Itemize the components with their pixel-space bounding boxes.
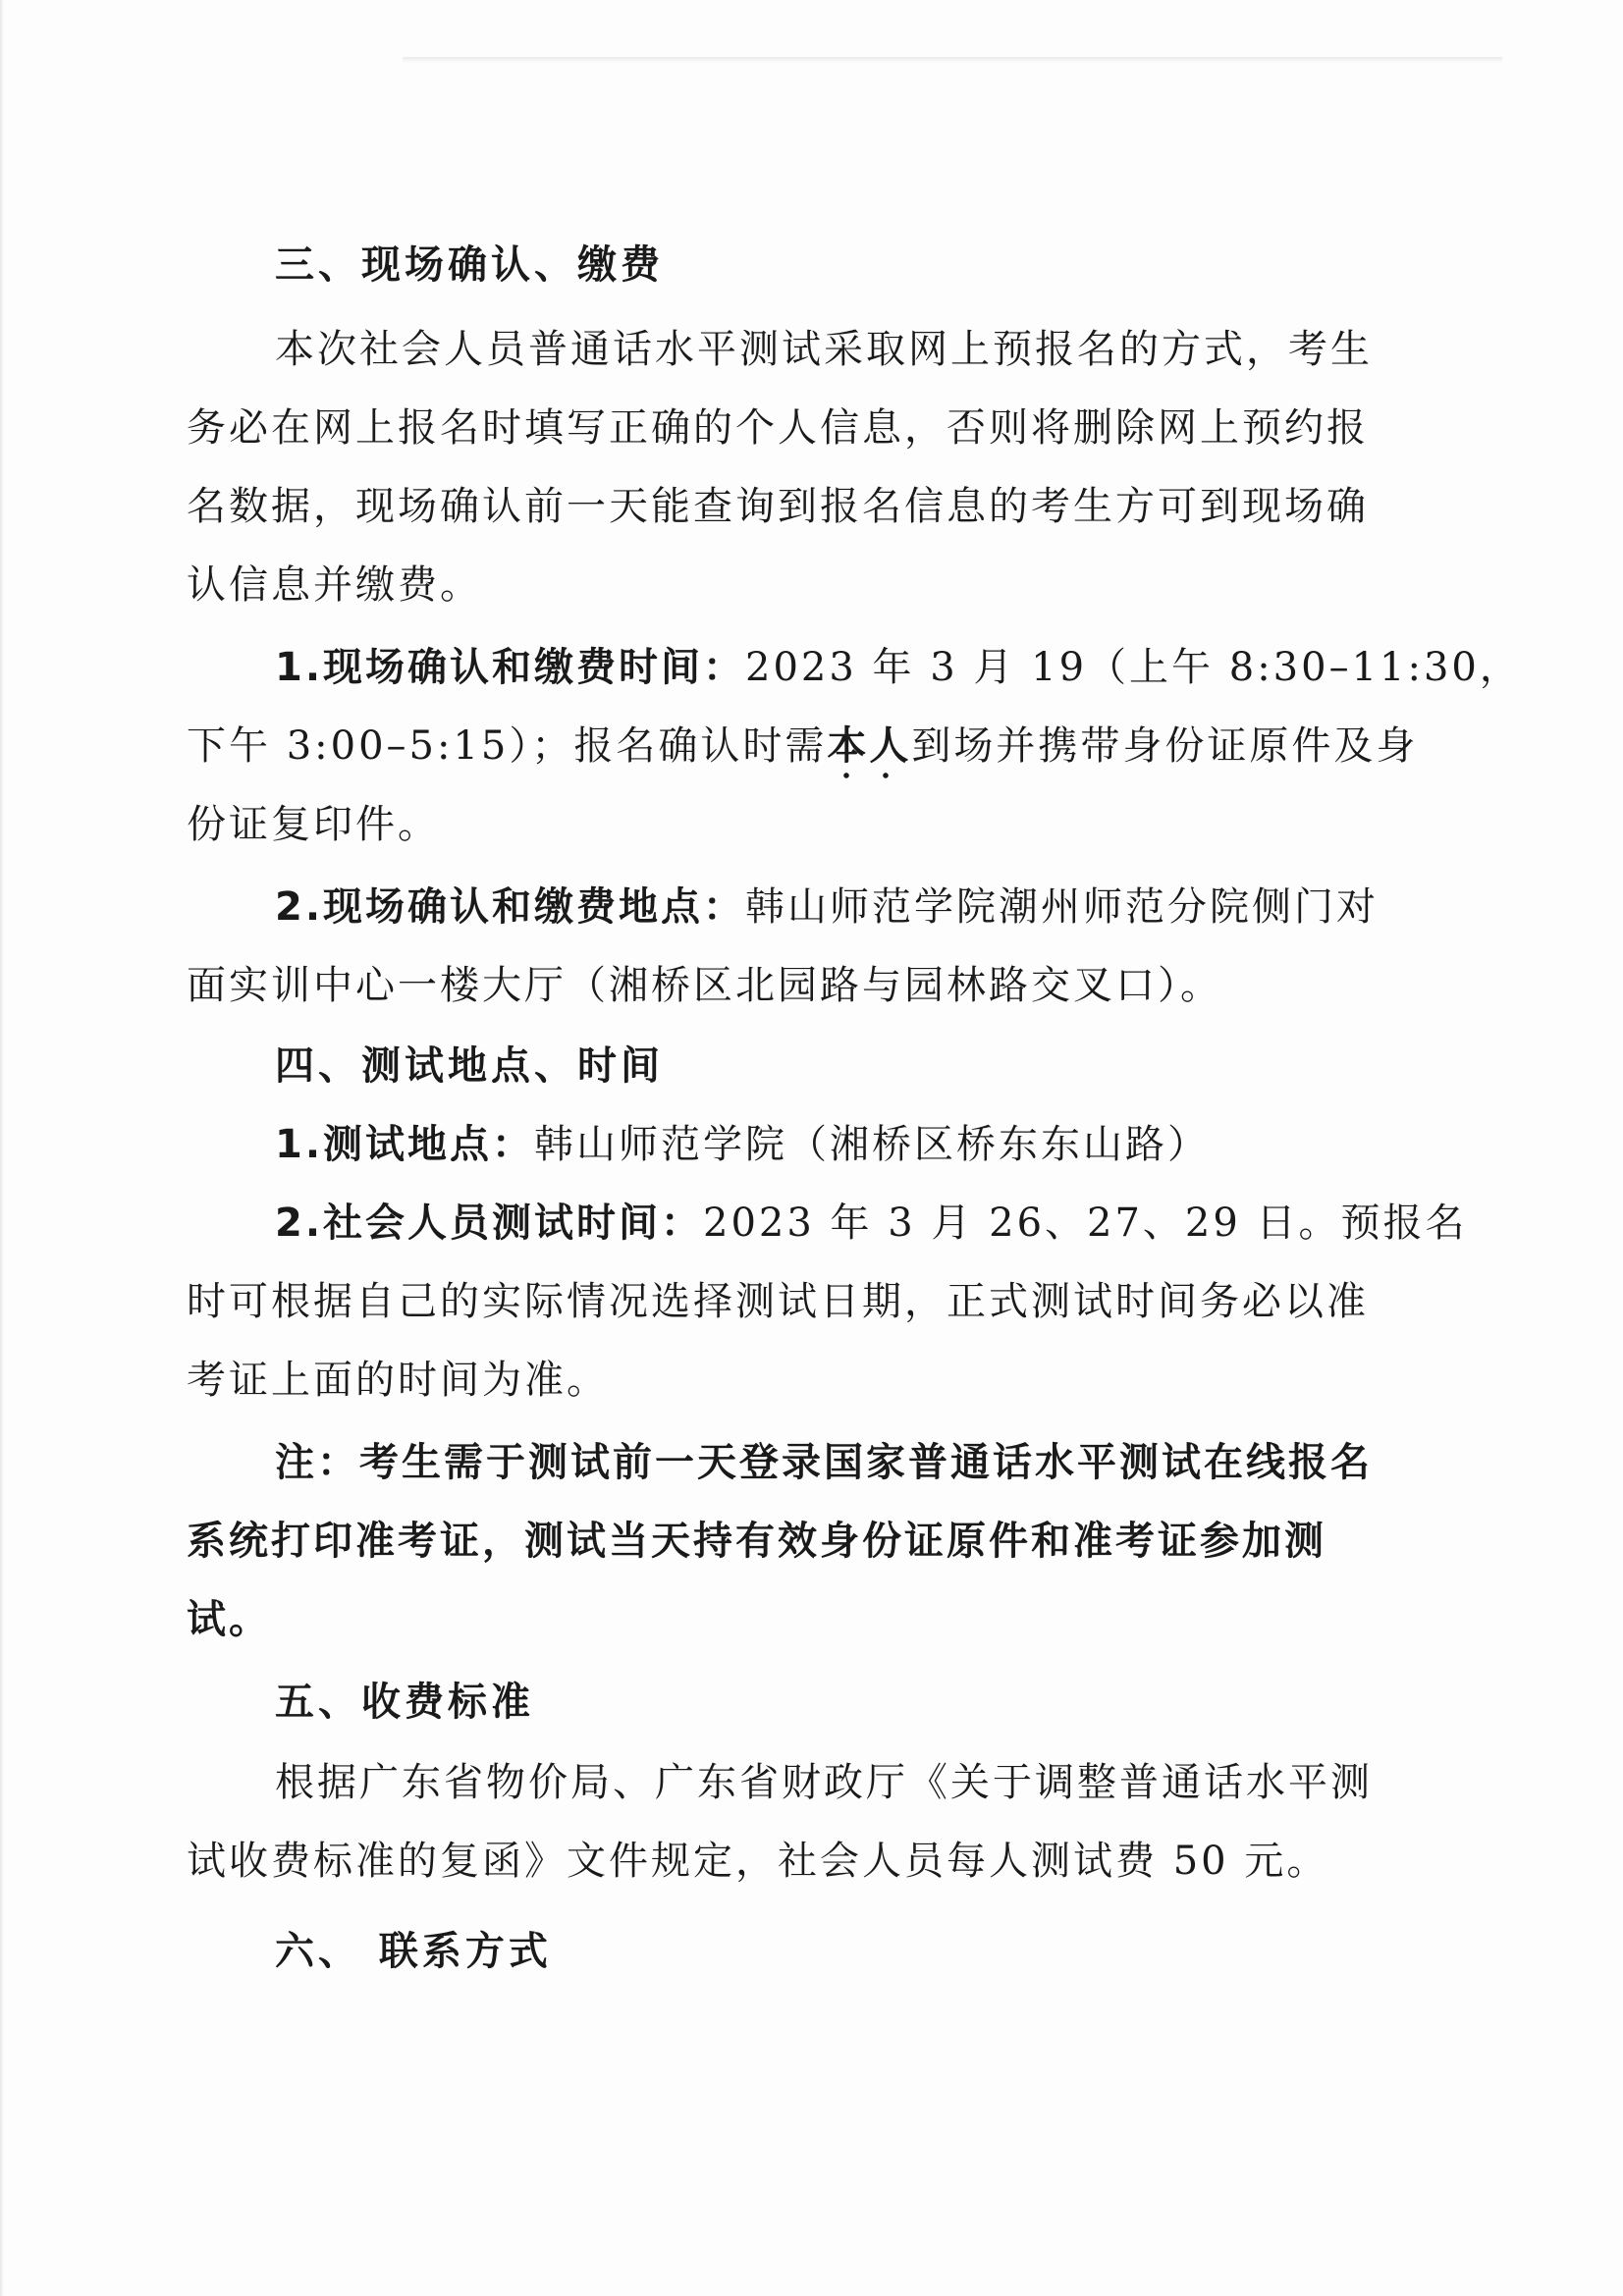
section4-item2-line-3: 考证上面的时间为准。 [187, 1358, 609, 1403]
section5-para-line-1: 根据广东省物价局、广东省财政厅《关于调整普通话水平测 [275, 1760, 1373, 1805]
section3-item2-location: 韩山师范学院潮州师范分院侧门对 [745, 884, 1380, 930]
section4-item2-dates: 2023 年 3 月 26、27、29 日。预报名 [703, 1201, 1468, 1246]
section4-item1-line [275, 1119, 1210, 1170]
section3-item1-line-1 [275, 642, 1522, 693]
section3-item2-line-1 [275, 881, 1379, 933]
section4-item2-line-1 [275, 1198, 1468, 1249]
section3-item2-line-2: 面实训中心一楼大厅（湘桥区北园路与园林路交叉口）。 [187, 963, 1222, 1008]
section5-para-line-2: 试收费标准的复函》文件规定，社会人员每人测试费 50 元。 [187, 1839, 1329, 1884]
section3-item1-line2-pre: 下午 3:00–5:15）；报名确认时需 [187, 723, 828, 769]
section5-heading: 五、收费标准 [275, 1680, 534, 1725]
section3-para-line-4: 认信息并缴费。 [187, 562, 482, 608]
section4-item2-label: 2.社会人员测试时间： [275, 1201, 704, 1246]
section6-heading: 六、 联系方式 [275, 1929, 552, 1974]
section3-item1-label: 1.现场确认和缴费时间： [275, 645, 746, 690]
scan-edge-top [403, 57, 1502, 63]
section4-item2-line-2: 时可根据自己的实际情况选择测试日期，正式测试时间务必以准 [187, 1279, 1369, 1324]
section3-item1-line-3: 份证复印件。 [187, 802, 440, 847]
section3-para-line-3: 名数据，现场确认前一天能查询到报名信息的考生方可到现场确 [187, 484, 1369, 529]
section4-note-line-3: 试。 [187, 1597, 271, 1642]
section3-item1-time: 2023 年 3 月 19（上午 8:30–11:30， [745, 645, 1522, 690]
section3-item1-line-2 [187, 721, 1418, 772]
section3-item1-line2-post: 到场并携带身份证原件及身 [911, 723, 1419, 769]
section3-heading: 三、现场确认、缴费 [275, 242, 664, 288]
scan-edge-left [0, 0, 4, 2296]
section4-heading: 四、测试地点、时间 [275, 1043, 664, 1089]
section4-item1-location: 韩山师范学院（湘桥区桥东东山路） [534, 1122, 1211, 1167]
section3-para-line-2: 务必在网上报名时填写正确的个人信息，否则将删除网上预约报 [187, 405, 1369, 451]
section3-para-line-1: 本次社会人员普通话水平测试采取网上预报名的方式，考生 [275, 327, 1373, 372]
section4-item1-label: 1.测试地点： [275, 1122, 535, 1167]
section4-note-line-2: 系统打印准考证，测试当天持有效身份证原件和准考证参加测 [187, 1519, 1326, 1564]
in-person-emphasis: 本人 [827, 723, 912, 769]
section3-item2-label: 2.现场确认和缴费地点： [275, 884, 746, 930]
section4-note-line-1: 注：考生需于测试前一天登录国家普通话水平测试在线报名 [275, 1440, 1373, 1485]
